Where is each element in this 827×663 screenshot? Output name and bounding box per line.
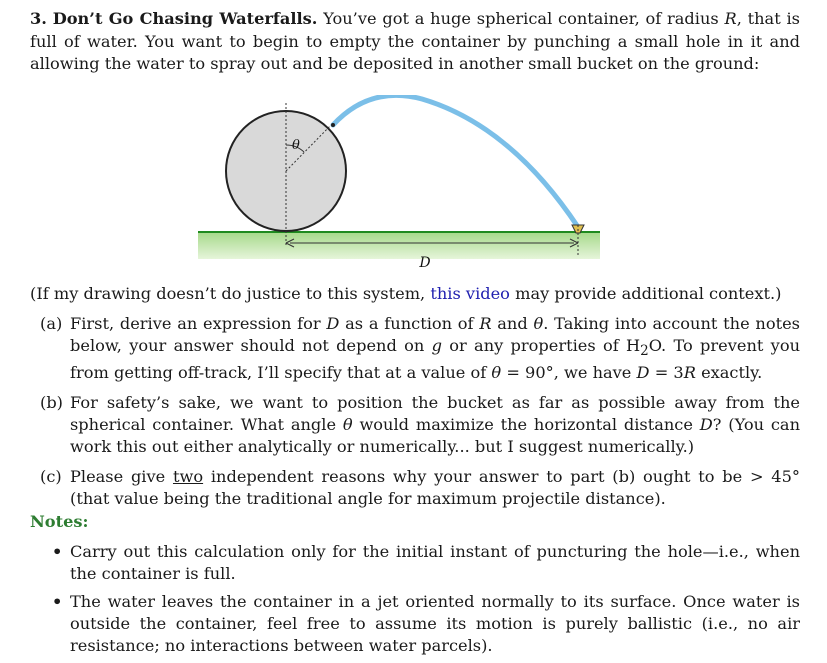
water-jet — [333, 95, 578, 227]
symbol-theta: θ — [491, 363, 502, 383]
part-b-text: For safety’s sake, we want to position the bucket as far as possible away from the spherical container. What angle — [70, 393, 800, 435]
part-c-text: independent reasons why your answer to part (b) ought to be > 45° (that value being the traditional angle for maximum projectile distance). — [70, 467, 800, 509]
symbol-d: D — [699, 415, 713, 435]
symbol-d: D — [326, 314, 340, 333]
part-a-text: = 3 — [654, 363, 684, 383]
notes-heading: Notes: — [30, 512, 89, 531]
part-c — [30, 466, 800, 510]
note-item — [30, 591, 800, 657]
part-c-text: Please give — [70, 467, 166, 487]
distance-label: D — [419, 255, 431, 271]
part-a-text: O. To prevent you from getting off-track, I’ll specify that at a value of — [70, 336, 800, 383]
note-text: The water leaves the container in a jet oriented normally to its surface. Once water is outside the container, feel free to assume its motion is purely ballistic (i.e., no air resistance; no interactions between water parcels). — [70, 592, 800, 655]
part-b-label: (b) — [40, 393, 63, 413]
intro-text-a: You’ve got a huge spherical container, of radius — [323, 9, 719, 28]
problem-title: Don’t Go Chasing Waterfalls. — [52, 9, 318, 28]
part-a-text: First, derive an expression for — [70, 314, 321, 333]
ground — [198, 232, 600, 259]
symbol-d: D — [636, 363, 650, 383]
symbol-theta: θ — [342, 415, 353, 435]
part-b-text: would maximize the horizontal distance — [359, 415, 693, 435]
symbol-r: R — [683, 363, 696, 383]
note-item — [30, 541, 800, 585]
part-a-text: as a function of — [345, 314, 474, 333]
subscript-2: 2 — [640, 343, 649, 360]
part-b-text: ? (You can work this out either analytically or numerically... but I suggest numerically.) — [70, 415, 800, 457]
symbol-g: g — [431, 336, 442, 355]
underlined-two: two — [172, 467, 204, 487]
notes-list — [30, 541, 800, 663]
part-a-text: = 90°, we have — [506, 363, 632, 383]
part-a — [30, 313, 800, 384]
symbol-r: R — [479, 314, 492, 333]
note-text: Carry out this calculation only for the initial instant of puncturing the hole—i.e., when the container is full. — [70, 542, 800, 583]
puncture-hole — [331, 123, 335, 127]
part-a-label: (a) — [40, 314, 63, 333]
symbol-theta: θ — [533, 314, 544, 333]
problem-number: 3. — [30, 9, 47, 28]
intro-text-b: , that is full of water. You want to begin to empty the container by punching a small hole in it and allowing the water to spray out and be deposited in another small bucket on the ground: — [30, 9, 800, 73]
waterfall-diagram — [190, 95, 610, 275]
context-before: (If my drawing doesn’t do justice to this system, — [30, 284, 426, 303]
part-c-label: (c) — [40, 467, 62, 487]
problem-parts — [30, 313, 800, 518]
bullet-icon: • — [52, 592, 63, 611]
context-note — [30, 283, 800, 305]
part-a-text: . Taking into account the notes below, your answer should not depend on — [70, 314, 800, 355]
part-a-text: exactly. — [701, 363, 763, 383]
part-a-text: or any properties of H — [449, 336, 641, 355]
bullet-icon: • — [52, 542, 63, 561]
theta-label: θ — [292, 138, 300, 153]
part-b — [30, 392, 800, 458]
video-link[interactable]: this video — [430, 284, 510, 303]
part-a-text: and — [497, 314, 528, 333]
context-after: may provide additional context.) — [515, 284, 782, 303]
problem-intro — [30, 8, 800, 76]
radius-symbol: R — [724, 9, 737, 28]
